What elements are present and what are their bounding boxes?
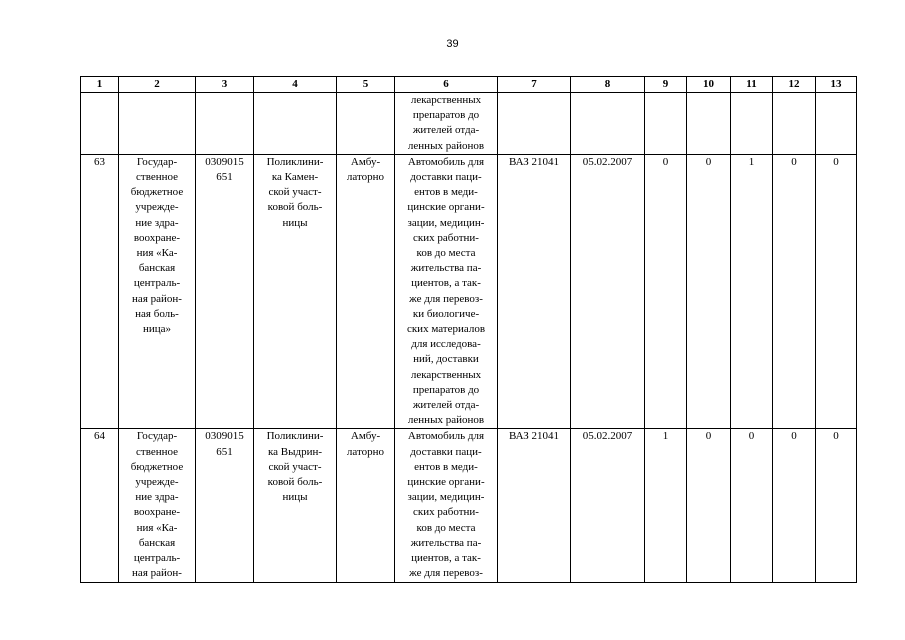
column-header: 12: [773, 77, 816, 93]
column-header: 6: [395, 77, 498, 93]
organization-line: ная боль-: [135, 307, 179, 320]
organization-line: банская: [138, 262, 176, 275]
organization-line: централь-: [133, 552, 181, 565]
column-header: 1: [81, 77, 119, 93]
empty-cell: [81, 93, 119, 155]
value-cell: 0: [645, 154, 687, 429]
empty-cell: [337, 93, 395, 155]
type-line: латорно: [346, 171, 385, 184]
unit-line: ской участ-: [268, 460, 322, 473]
column-header: 7: [498, 77, 571, 93]
description-line: зации, медицин-: [407, 216, 485, 229]
description-line: циентов, а так-: [411, 552, 481, 565]
value-cell: 0: [731, 429, 773, 582]
unit-line: ковой боль-: [267, 201, 323, 214]
empty-cell: [254, 93, 337, 155]
organization-line: Государ-: [136, 155, 178, 168]
column-header: 2: [119, 77, 196, 93]
description-line: ских материалов: [406, 323, 486, 336]
description-line: жителей отда-: [412, 124, 480, 137]
code-line: 0309015: [205, 430, 244, 443]
organization-line: ница»: [142, 323, 172, 336]
unit-line: ка Камен-: [271, 171, 319, 184]
organization-cell: [119, 154, 196, 429]
organization-line: ная район-: [132, 567, 182, 580]
organization-line: ние здра-: [135, 491, 179, 504]
description-line: ний, доставки: [413, 353, 479, 366]
empty-cell: [196, 93, 254, 155]
row-number: 63: [81, 154, 119, 429]
date-cell: 05.02.2007: [571, 154, 645, 429]
empty-cell: [119, 93, 196, 155]
value-cell: 0: [687, 429, 731, 582]
description-line: ленных районов: [407, 139, 485, 152]
description-line: лекарственных: [410, 368, 482, 381]
description-line: препаратов до: [412, 383, 480, 396]
description-line: ентов в меди-: [414, 460, 478, 473]
model-cell: ВАЗ 21041: [498, 429, 571, 582]
organization-line: централь-: [133, 277, 181, 290]
description-line: доставки паци-: [410, 445, 482, 458]
value-cell: 1: [731, 154, 773, 429]
row-number: 64: [81, 429, 119, 582]
description-line: ков до места: [416, 521, 476, 534]
type-cell: [337, 429, 395, 582]
description-line: ентов в меди-: [414, 186, 478, 199]
description-line: же для перевоз-: [409, 567, 483, 580]
date-cell: 05.02.2007: [571, 429, 645, 582]
table-row: [81, 429, 857, 582]
continuation-row: [81, 93, 857, 155]
value-cell: 0: [773, 154, 816, 429]
organization-line: бюджетное: [130, 186, 184, 199]
type-cell: [337, 154, 395, 429]
description-line: зации, медицин-: [407, 491, 485, 504]
code-cell: [196, 154, 254, 429]
value-cell: 0: [816, 154, 857, 429]
organization-cell: [119, 429, 196, 582]
table-row: [81, 154, 857, 429]
description-line: ленных районов: [407, 414, 485, 427]
description-line: Автомобиль для: [407, 155, 485, 168]
description-line: препаратов до: [412, 109, 480, 122]
unit-line: Поликлини-: [266, 430, 324, 443]
description-line: жительства па-: [410, 536, 482, 549]
column-header: 5: [337, 77, 395, 93]
description-line: доставки паци-: [410, 171, 482, 184]
unit-cell: [254, 154, 337, 429]
value-cell: 1: [645, 429, 687, 582]
unit-line: ской участ-: [268, 186, 322, 199]
vehicles-table: [80, 76, 857, 583]
value-cell: 0: [773, 429, 816, 582]
value-cell: 0: [687, 154, 731, 429]
unit-line: ка Выдрин-: [267, 445, 323, 458]
organization-line: воохране-: [133, 506, 181, 519]
description-line: же для перевоз-: [409, 292, 483, 305]
description-line: жителей отда-: [412, 399, 480, 412]
column-header: 13: [816, 77, 857, 93]
empty-cell: [645, 93, 687, 155]
type-line: латорно: [346, 445, 385, 458]
description-line: жительства па-: [410, 262, 482, 275]
value-cell: 0: [816, 429, 857, 582]
description-line: цинские органи-: [407, 201, 485, 214]
type-line: Амбу-: [350, 155, 381, 168]
description-line: цинские органи-: [407, 476, 485, 489]
unit-line: Поликлини-: [266, 155, 324, 168]
code-cell: [196, 429, 254, 582]
organization-line: ние здра-: [135, 216, 179, 229]
code-line: 0309015: [205, 155, 244, 168]
description-line: лекарственных: [410, 94, 482, 106]
code-line: 651: [216, 445, 233, 458]
unit-cell: [254, 429, 337, 582]
organization-line: ственное: [136, 445, 178, 458]
unit-line: ницы: [282, 216, 308, 229]
type-line: Амбу-: [350, 430, 381, 443]
description-line: ки биологиче-: [412, 307, 480, 320]
organization-line: ственное: [136, 171, 178, 184]
unit-line: ковой боль-: [267, 476, 323, 489]
organization-line: ния «Ка-: [136, 247, 178, 260]
model-cell: ВАЗ 21041: [498, 154, 571, 429]
description-line: циентов, а так-: [411, 277, 481, 290]
description-cell: [395, 93, 498, 155]
empty-cell: [773, 93, 816, 155]
column-header: 3: [196, 77, 254, 93]
column-header: 10: [687, 77, 731, 93]
column-header: 8: [571, 77, 645, 93]
header-row: [81, 77, 857, 93]
empty-cell: [731, 93, 773, 155]
organization-line: бюджетное: [130, 460, 184, 473]
organization-line: Государ-: [136, 430, 178, 443]
organization-line: учрежде-: [135, 201, 179, 214]
unit-line: ницы: [282, 491, 308, 504]
column-header: 4: [254, 77, 337, 93]
description-line: Автомобиль для: [407, 430, 485, 443]
empty-cell: [816, 93, 857, 155]
description-line: для исследова-: [411, 338, 481, 351]
code-line: 651: [216, 171, 233, 184]
column-header: 11: [731, 77, 773, 93]
column-header: 9: [645, 77, 687, 93]
organization-line: учрежде-: [135, 476, 179, 489]
description-line: ских работни-: [413, 506, 479, 519]
empty-cell: [571, 93, 645, 155]
description-line: ков до места: [416, 247, 476, 260]
organization-line: ная район-: [132, 292, 182, 305]
description-cell: [395, 429, 498, 582]
empty-cell: [498, 93, 571, 155]
page-number: 39: [446, 38, 459, 50]
description-line: ских работни-: [413, 231, 479, 244]
empty-cell: [687, 93, 731, 155]
organization-line: ния «Ка-: [136, 521, 178, 534]
description-cell: [395, 154, 498, 429]
organization-line: воохране-: [133, 231, 181, 244]
organization-line: банская: [138, 536, 176, 549]
